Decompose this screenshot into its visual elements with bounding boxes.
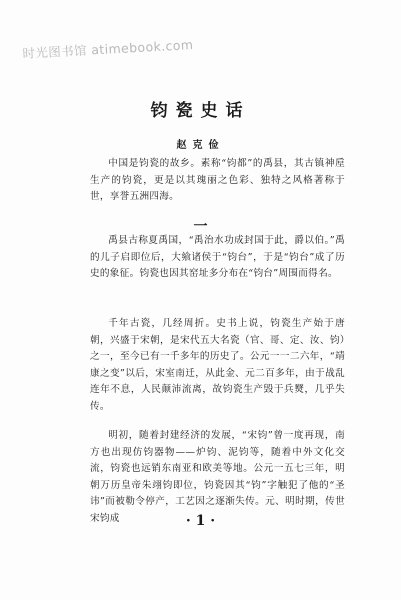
- body-paragraph: 明初，随着封建经济的发展，“宋钧”曾一度再现，南方也出现仿钧器物——炉钧、泥钧等，随着中外文化交流，钧瓷也远销东南亚和欧美等地。公元一五七三年，明朝万历皇帝朱翊钧即位，钧瓷因其“钧”字触犯了他的“圣讳”而被勒令停产，工艺因之逐渐失传。元、明时期，传世宋钧成: [90, 430, 345, 524]
- section-heading-one: 一: [193, 219, 208, 235]
- watermark-text: 时光图书馆 atimebook.com: [22, 37, 194, 61]
- page-number: · 1 ·: [185, 513, 216, 529]
- intro-paragraph: 中国是钧瓷的故乡。素称“钧都”的禹县，其古镇神垕生产的钧瓷，更是以其瑰丽之色彩、独特之风格著称于世，享誉五洲四海。: [90, 158, 345, 202]
- body-paragraph: 千年古瓷，几经周折。史书上说，钧瓷生产始于唐朝，兴盛于宋朝，是宋代五大名瓷（官、哥、定、汝、钧）之一，至今已有一千多年的历史了。公元一一二六年，“靖康之变”以后，宋室南迁，从此金、元二百多年，由于战乱连年不息，人民颠沛流离，故钧瓷生产毁于兵燹，几乎失传。: [90, 318, 345, 412]
- author-name: 赵克俭: [176, 140, 225, 151]
- page-title: 钧瓷史话: [150, 101, 251, 121]
- body-paragraph: 禹县古称夏禹国，“禹治水功成封国于此，爵以伯。”禹的儿子启即位后，大飨诸侯于“钧台”，于是“钧台”成了历史的象征。钧瓷也因其窑址多分布在“钧台”周围而得名。: [90, 235, 345, 279]
